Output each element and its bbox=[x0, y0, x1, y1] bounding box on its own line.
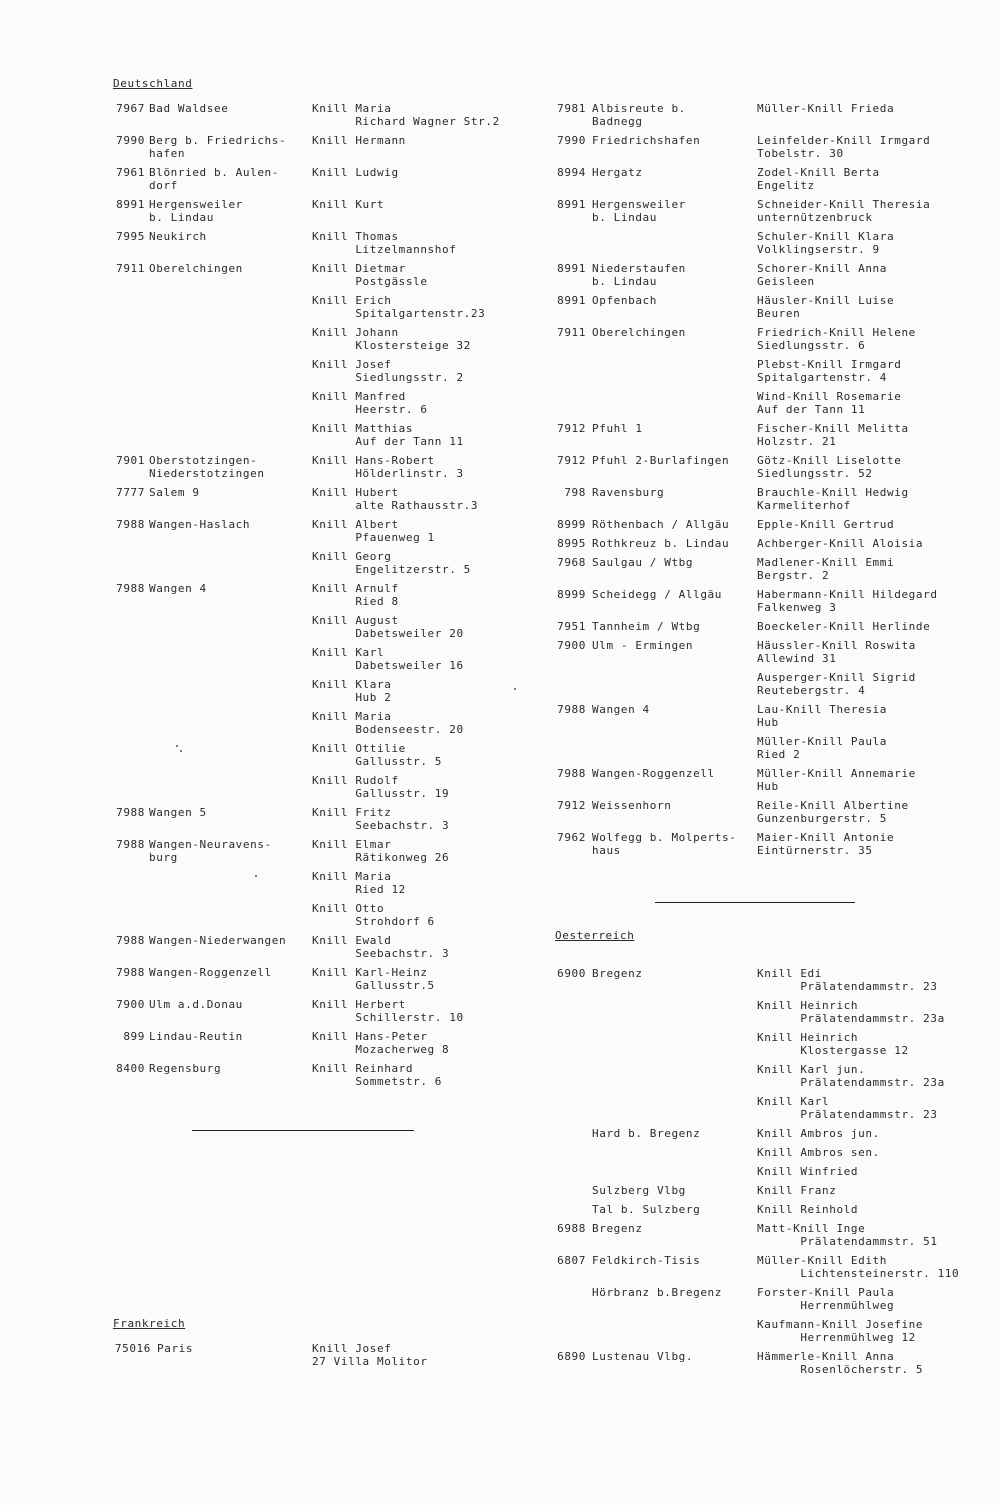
place-name: Wangen 4 bbox=[149, 582, 207, 595]
person-name-address: Forster-Knill Paula Herrenmühlweg bbox=[757, 1286, 895, 1312]
place-name: Lustenau Vlbg. bbox=[592, 1350, 694, 1363]
postal-code: 7912 bbox=[557, 799, 586, 812]
place-name: Oberelchingen bbox=[592, 326, 686, 339]
deutschland-list-continued bbox=[555, 102, 975, 863]
list-item bbox=[555, 358, 975, 390]
list-item bbox=[555, 390, 975, 422]
place-name: Lindau-Reutin bbox=[149, 1030, 243, 1043]
list-item bbox=[113, 198, 513, 230]
postal-code: 899 bbox=[123, 1030, 145, 1043]
person-name-address: Boeckeler-Knill Herlinde bbox=[757, 620, 931, 633]
list-item bbox=[555, 486, 975, 518]
divider-right bbox=[655, 902, 855, 903]
person-name-address: Knill Erich Spitalgartenstr.23 bbox=[312, 294, 486, 320]
person-name-address: Brauchle-Knill Hedwig Karmeliterhof bbox=[757, 486, 909, 512]
place-name: Niederstaufen b. Lindau bbox=[592, 262, 686, 288]
list-item bbox=[113, 1030, 513, 1062]
postal-code: 7990 bbox=[557, 134, 586, 147]
person-name-address: Schorer-Knill Anna Geisleen bbox=[757, 262, 888, 288]
place-name: Oberstotzingen- Niederstotzingen bbox=[149, 454, 265, 480]
person-name-address: Häussler-Knill Roswita Allewind 31 bbox=[757, 639, 916, 665]
person-name-address: Knill Heinrich Prälatendammstr. 23a bbox=[757, 999, 945, 1025]
place-name: Friedrichshafen bbox=[592, 134, 701, 147]
list-item bbox=[555, 422, 975, 454]
list-item bbox=[555, 671, 975, 703]
list-item bbox=[555, 166, 975, 198]
person-name-address: Knill Albert Pfauenweg 1 bbox=[312, 518, 435, 544]
person-name-address: Knill Hans-Robert Hölderlinstr. 3 bbox=[312, 454, 464, 480]
person-name-address: Müller-Knill Paula Ried 2 bbox=[757, 735, 888, 761]
list-item bbox=[113, 422, 513, 454]
list-item bbox=[113, 678, 513, 710]
person-name-address: Knill Josef 27 Villa Molitor bbox=[312, 1342, 428, 1368]
place-name: Paris bbox=[157, 1342, 194, 1355]
postal-code: 8995 bbox=[557, 537, 586, 550]
place-name: Tannheim / Wtbg bbox=[592, 620, 701, 633]
list-item bbox=[555, 1203, 975, 1222]
place-name: Sulzberg Vlbg bbox=[592, 1184, 686, 1197]
list-item bbox=[555, 967, 975, 999]
list-item bbox=[113, 550, 513, 582]
postal-code: 7988 bbox=[557, 767, 586, 780]
postal-code: 8991 bbox=[557, 262, 586, 275]
list-item bbox=[555, 1318, 975, 1350]
list-item bbox=[113, 774, 513, 806]
place-name: Ulm - Ermingen bbox=[592, 639, 694, 652]
list-item bbox=[555, 262, 975, 294]
postal-code: 7901 bbox=[116, 454, 145, 467]
person-name-address: Knill Klara Hub 2 bbox=[312, 678, 392, 704]
place-name: Weissenhorn bbox=[592, 799, 672, 812]
list-item bbox=[113, 742, 513, 774]
list-item bbox=[555, 1127, 975, 1146]
list-item bbox=[555, 230, 975, 262]
person-name-address: Knill Maria Bodenseestr. 20 bbox=[312, 710, 464, 736]
list-item bbox=[113, 870, 513, 902]
list-item bbox=[113, 710, 513, 742]
person-name-address: Knill Ludwig bbox=[312, 166, 399, 179]
place-name: Wangen-Roggenzell bbox=[149, 966, 272, 979]
list-item bbox=[113, 518, 513, 550]
person-name-address: Schneider-Knill Theresia unternützenbruck bbox=[757, 198, 931, 224]
list-item bbox=[113, 486, 513, 518]
person-name-address: Knill Dietmar Postgässle bbox=[312, 262, 428, 288]
place-name: Wangen 5 bbox=[149, 806, 207, 819]
person-name-address: Knill Reinhard Sommetstr. 6 bbox=[312, 1062, 443, 1088]
list-item bbox=[113, 166, 513, 198]
place-name: Regensburg bbox=[149, 1062, 222, 1075]
list-item bbox=[555, 767, 975, 799]
person-name-address: Knill Karl-Heinz Gallusstr.5 bbox=[312, 966, 435, 992]
postal-code: 6890 bbox=[557, 1350, 586, 1363]
list-item bbox=[555, 639, 975, 671]
person-name-address: Müller-Knill Edith Lichtensteinerstr. 110 bbox=[757, 1254, 960, 1280]
place-name: Ravensburg bbox=[592, 486, 665, 499]
postal-code: 7968 bbox=[557, 556, 586, 569]
list-item bbox=[113, 902, 513, 934]
postal-code: 7912 bbox=[557, 454, 586, 467]
list-item bbox=[113, 1062, 513, 1094]
list-item bbox=[113, 390, 513, 422]
place-name: Hörbranz b.Bregenz bbox=[592, 1286, 723, 1299]
section-title-oesterreich: Oesterreich bbox=[555, 929, 635, 942]
postal-code: 798 bbox=[564, 486, 586, 499]
person-name-address: Häusler-Knill Luise Beuren bbox=[757, 294, 895, 320]
person-name-address: Knill Elmar Rätikonweg 26 bbox=[312, 838, 450, 864]
list-item bbox=[555, 1063, 975, 1095]
place-name: Feldkirch-Tisis bbox=[592, 1254, 701, 1267]
list-item bbox=[555, 831, 975, 863]
place-name: Scheidegg / Allgäu bbox=[592, 588, 723, 601]
postal-code: 7988 bbox=[116, 518, 145, 531]
place-name: Hergensweiler b. Lindau bbox=[592, 198, 686, 224]
person-name-address: Lau-Knill Theresia Hub bbox=[757, 703, 888, 729]
person-name-address: Achberger-Knill Aloisia bbox=[757, 537, 924, 550]
scan-speck bbox=[514, 688, 516, 690]
postal-code: 8991 bbox=[557, 198, 586, 211]
person-name-address: Knill Kurt bbox=[312, 198, 385, 211]
list-item bbox=[555, 537, 975, 556]
list-item bbox=[113, 614, 513, 646]
person-name-address: Schuler-Knill Klara Volklingserstr. 9 bbox=[757, 230, 895, 256]
postal-code: 7967 bbox=[116, 102, 145, 115]
postal-code: 6807 bbox=[557, 1254, 586, 1267]
person-name-address: Knill Heinrich Klostergasse 12 bbox=[757, 1031, 909, 1057]
list-item bbox=[555, 1286, 975, 1318]
person-name-address: Müller-Knill Frieda bbox=[757, 102, 895, 115]
list-item bbox=[113, 582, 513, 614]
person-name-address: Knill Edi Prälatendammstr. 23 bbox=[757, 967, 938, 993]
person-name-address: Kaufmann-Knill Josefine Herrenmühlweg 12 bbox=[757, 1318, 924, 1344]
person-name-address: Knill Karl jun. Prälatendammstr. 23a bbox=[757, 1063, 945, 1089]
person-name-address: Plebst-Knill Irmgard Spitalgartenstr. 4 bbox=[757, 358, 902, 384]
section-title-deutschland: Deutschland bbox=[113, 77, 193, 90]
list-item bbox=[555, 703, 975, 735]
list-item bbox=[555, 588, 975, 620]
person-name-address: Habermann-Knill Hildegard Falkenweg 3 bbox=[757, 588, 938, 614]
list-item bbox=[555, 454, 975, 486]
postal-code: 6988 bbox=[557, 1222, 586, 1235]
place-name: Blönried b. Aulen- dorf bbox=[149, 166, 280, 192]
postal-code: 6900 bbox=[557, 967, 586, 980]
person-name-address: Müller-Knill Annemarie Hub bbox=[757, 767, 916, 793]
person-name-address: Knill Arnulf Ried 8 bbox=[312, 582, 399, 608]
section-title-frankreich: Frankreich bbox=[113, 1317, 186, 1330]
divider-left bbox=[192, 1130, 414, 1131]
postal-code: 7988 bbox=[116, 806, 145, 819]
person-name-address: Knill Hubert alte Rathausstr.3 bbox=[312, 486, 479, 512]
person-name-address: Knill Ottilie Gallusstr. 5 bbox=[312, 742, 443, 768]
postal-code: 7912 bbox=[557, 422, 586, 435]
postal-code: 7900 bbox=[116, 998, 145, 1011]
list-item bbox=[555, 999, 975, 1031]
list-item bbox=[113, 454, 513, 486]
list-item bbox=[113, 838, 513, 870]
list-item bbox=[555, 134, 975, 166]
list-item bbox=[555, 102, 975, 134]
person-name-address: Madlener-Knill Emmi Bergstr. 2 bbox=[757, 556, 895, 582]
place-name: Hergatz bbox=[592, 166, 643, 179]
person-name-address: Knill Ewald Seebachstr. 3 bbox=[312, 934, 450, 960]
place-name: Wolfegg b. Molperts- haus bbox=[592, 831, 737, 857]
person-name-address: Knill Herbert Schillerstr. 10 bbox=[312, 998, 464, 1024]
postal-code: 7995 bbox=[116, 230, 145, 243]
person-name-address: Götz-Knill Liselotte Siedlungsstr. 52 bbox=[757, 454, 902, 480]
postal-code: 7777 bbox=[116, 486, 145, 499]
postal-code: 7961 bbox=[116, 166, 145, 179]
place-name: Neukirch bbox=[149, 230, 207, 243]
person-name-address: Knill Ambros jun. bbox=[757, 1127, 880, 1140]
scan-speck bbox=[176, 745, 178, 747]
postal-code: 7988 bbox=[557, 703, 586, 716]
list-item bbox=[113, 358, 513, 390]
list-item bbox=[555, 1031, 975, 1063]
list-item bbox=[113, 262, 513, 294]
person-name-address: Knill Hermann bbox=[312, 134, 406, 147]
list-item bbox=[113, 646, 513, 678]
person-name-address: Knill Karl Prälatendammstr. 23 bbox=[757, 1095, 938, 1121]
place-name: Ulm a.d.Donau bbox=[149, 998, 243, 1011]
postal-code: 75016 bbox=[114, 1342, 151, 1355]
place-name: Hergensweiler b. Lindau bbox=[149, 198, 243, 224]
list-item bbox=[555, 1254, 975, 1286]
scan-speck bbox=[180, 750, 182, 752]
list-item bbox=[555, 1146, 975, 1165]
list-item bbox=[555, 518, 975, 537]
person-name-address: Knill Maria Ried 12 bbox=[312, 870, 406, 896]
person-name-address: Leinfelder-Knill Irmgard Tobelstr. 30 bbox=[757, 134, 931, 160]
person-name-address: Knill Manfred Heerstr. 6 bbox=[312, 390, 428, 416]
place-name: Bad Waldsee bbox=[149, 102, 229, 115]
list-item bbox=[555, 1165, 975, 1184]
deutschland-list bbox=[113, 102, 513, 1094]
postal-code: 7988 bbox=[116, 934, 145, 947]
place-name: Salem 9 bbox=[149, 486, 200, 499]
place-name: Albisreute b. Badnegg bbox=[592, 102, 686, 128]
list-item bbox=[555, 556, 975, 588]
person-name-address: Hämmerle-Knill Anna Rosenlöcherstr. 5 bbox=[757, 1350, 924, 1376]
postal-code: 7900 bbox=[557, 639, 586, 652]
person-name-address: Zodel-Knill Berta Engelitz bbox=[757, 166, 880, 192]
list-item bbox=[555, 799, 975, 831]
list-item bbox=[113, 934, 513, 966]
list-item bbox=[113, 806, 513, 838]
list-item bbox=[555, 1184, 975, 1203]
person-name-address: Knill Georg Engelitzerstr. 5 bbox=[312, 550, 471, 576]
person-name-address: Knill Rudolf Gallusstr. 19 bbox=[312, 774, 450, 800]
person-name-address: Fischer-Knill Melitta Holzstr. 21 bbox=[757, 422, 909, 448]
person-name-address: Matt-Knill Inge Prälatendammstr. 51 bbox=[757, 1222, 938, 1248]
postal-code: 7911 bbox=[557, 326, 586, 339]
person-name-address: Wind-Knill Rosemarie Auf der Tann 11 bbox=[757, 390, 902, 416]
list-item bbox=[113, 998, 513, 1030]
scan-speck bbox=[255, 875, 257, 877]
place-name: Wangen-Neuravens- burg bbox=[149, 838, 272, 864]
postal-code: 8999 bbox=[557, 518, 586, 531]
postal-code: 7990 bbox=[116, 134, 145, 147]
list-item bbox=[555, 620, 975, 639]
person-name-address: Ausperger-Knill Sigrid Reutebergstr. 4 bbox=[757, 671, 916, 697]
list-item bbox=[113, 230, 513, 262]
place-name: Berg b. Friedrichs- hafen bbox=[149, 134, 287, 160]
place-name: Rothkreuz b. Lindau bbox=[592, 537, 730, 550]
person-name-address: Knill Josef Siedlungsstr. 2 bbox=[312, 358, 464, 384]
person-name-address: Friedrich-Knill Helene Siedlungsstr. 6 bbox=[757, 326, 916, 352]
postal-code: 8991 bbox=[557, 294, 586, 307]
frankreich-list bbox=[113, 1342, 513, 1374]
person-name-address: Knill Winfried bbox=[757, 1165, 859, 1178]
person-name-address: Knill Franz bbox=[757, 1184, 837, 1197]
list-item bbox=[555, 198, 975, 230]
list-item bbox=[555, 1222, 975, 1254]
place-name: Bregenz bbox=[592, 1222, 643, 1235]
place-name: Wangen-Niederwangen bbox=[149, 934, 287, 947]
person-name-address: Knill Maria Richard Wagner Str.2 bbox=[312, 102, 500, 128]
postal-code: 8400 bbox=[116, 1062, 145, 1075]
person-name-address: Maier-Knill Antonie Eintürnerstr. 35 bbox=[757, 831, 895, 857]
postal-code: 7981 bbox=[557, 102, 586, 115]
postal-code: 7911 bbox=[116, 262, 145, 275]
postal-code: 7951 bbox=[557, 620, 586, 633]
person-name-address: Knill Thomas Litzelmannshof bbox=[312, 230, 457, 256]
list-item bbox=[113, 966, 513, 998]
person-name-address: Knill Karl Dabetsweiler 16 bbox=[312, 646, 464, 672]
list-item bbox=[113, 102, 513, 134]
list-item bbox=[555, 1350, 975, 1382]
person-name-address: Knill Johann Klostersteige 32 bbox=[312, 326, 471, 352]
oesterreich-list bbox=[555, 967, 975, 1382]
postal-code: 7988 bbox=[116, 966, 145, 979]
person-name-address: Knill Reinhold bbox=[757, 1203, 859, 1216]
place-name: Wangen-Haslach bbox=[149, 518, 251, 531]
list-item bbox=[555, 1095, 975, 1127]
place-name: Pfuhl 2-Burlafingen bbox=[592, 454, 730, 467]
place-name: Tal b. Sulzberg bbox=[592, 1203, 701, 1216]
place-name: Pfuhl 1 bbox=[592, 422, 643, 435]
list-item bbox=[113, 1342, 513, 1374]
person-name-address: Reile-Knill Albertine Gunzenburgerstr. 5 bbox=[757, 799, 909, 825]
person-name-address: Knill Ambros sen. bbox=[757, 1146, 880, 1159]
person-name-address: Knill Matthias Auf der Tann 11 bbox=[312, 422, 464, 448]
person-name-address: Knill Otto Strohdorf 6 bbox=[312, 902, 435, 928]
list-item bbox=[555, 294, 975, 326]
person-name-address: Epple-Knill Gertrud bbox=[757, 518, 895, 531]
postal-code: 7988 bbox=[116, 582, 145, 595]
list-item bbox=[113, 294, 513, 326]
person-name-address: Knill Hans-Peter Mozacherweg 8 bbox=[312, 1030, 450, 1056]
list-item bbox=[113, 134, 513, 166]
place-name: Opfenbach bbox=[592, 294, 658, 307]
list-item bbox=[555, 326, 975, 358]
list-item bbox=[555, 735, 975, 767]
place-name: Oberelchingen bbox=[149, 262, 243, 275]
place-name: Röthenbach / Allgäu bbox=[592, 518, 730, 531]
place-name: Wangen 4 bbox=[592, 703, 650, 716]
place-name: Wangen-Roggenzell bbox=[592, 767, 715, 780]
postal-code: 8999 bbox=[557, 588, 586, 601]
postal-code: 7962 bbox=[557, 831, 586, 844]
person-name-address: Knill Fritz Seebachstr. 3 bbox=[312, 806, 450, 832]
postal-code: 8991 bbox=[116, 198, 145, 211]
place-name: Hard b. Bregenz bbox=[592, 1127, 701, 1140]
postal-code: 8994 bbox=[557, 166, 586, 179]
postal-code: 7988 bbox=[116, 838, 145, 851]
person-name-address: Knill August Dabetsweiler 20 bbox=[312, 614, 464, 640]
place-name: Saulgau / Wtbg bbox=[592, 556, 694, 569]
list-item bbox=[113, 326, 513, 358]
place-name: Bregenz bbox=[592, 967, 643, 980]
